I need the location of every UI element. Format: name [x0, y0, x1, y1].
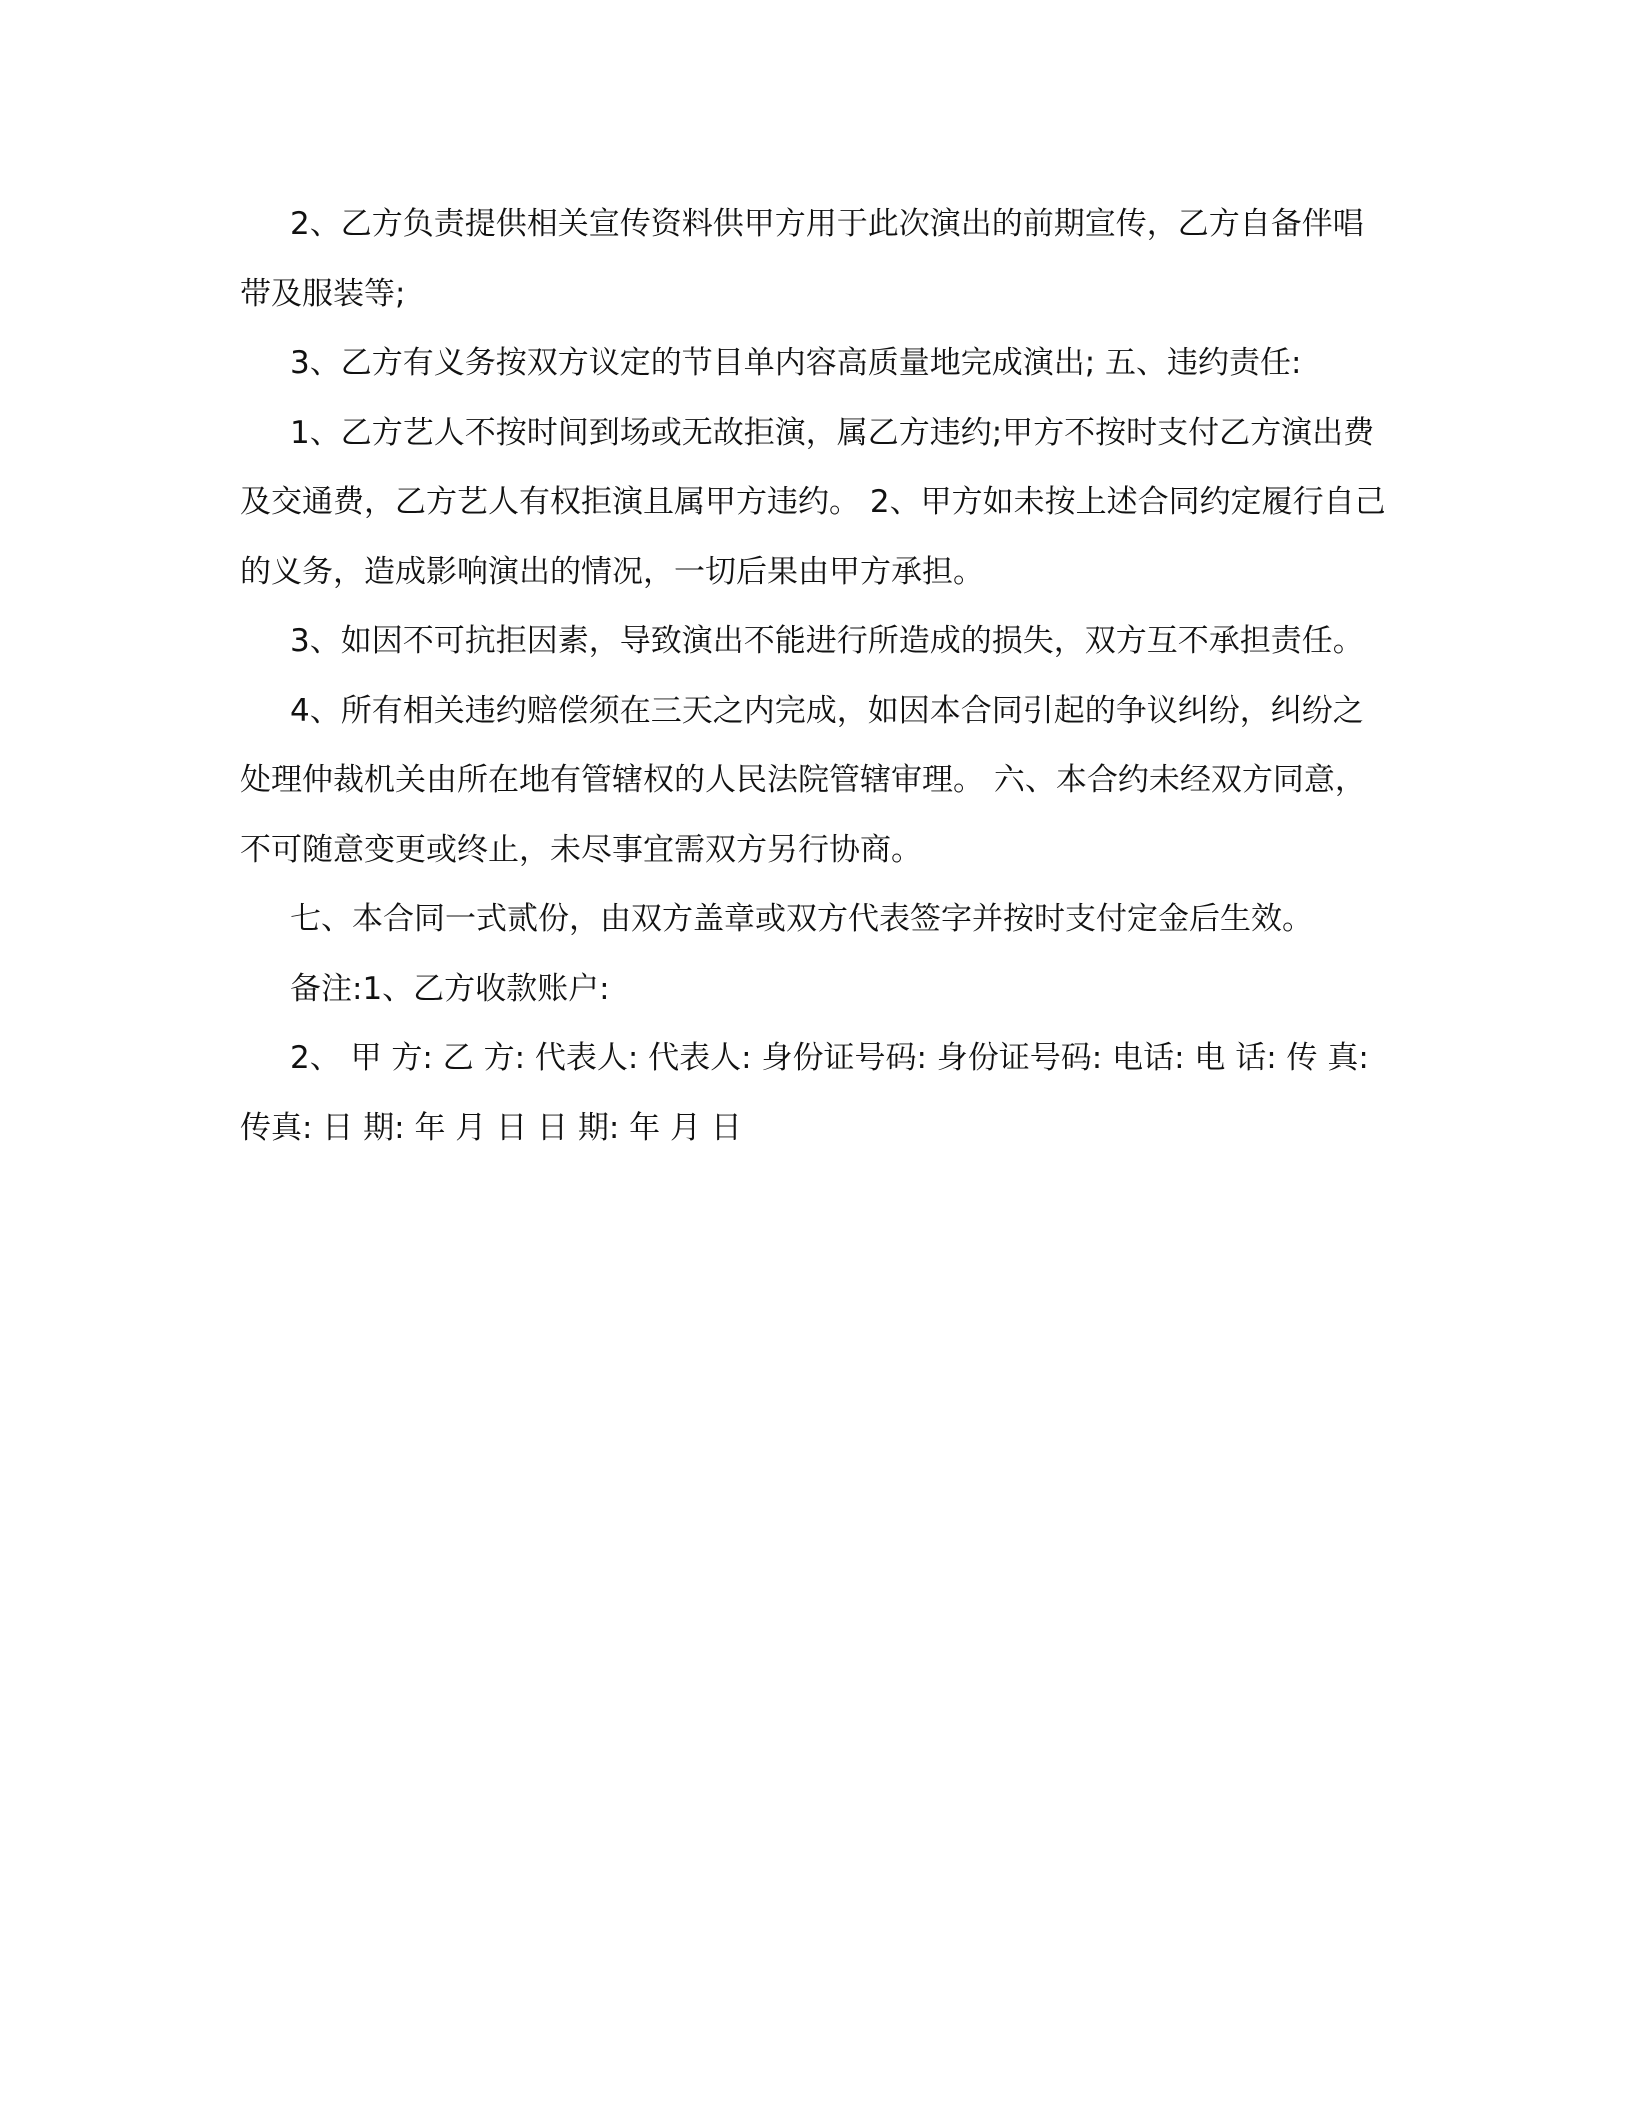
paragraph-contract-copies: 七、本合同一式贰份，由双方盖章或双方代表签字并按时支付定金后生效。 [290, 901, 1313, 937]
paragraph-publicity-materials: 2、乙方负责提供相关宣传资料供甲方用于此次演出的前期宣传，乙方自备伴唱带及服装等; [240, 206, 1364, 312]
paragraph-compensation-dispute: 4、所有相关违约赔偿须在三天之内完成，如因本合同引起的争议纠纷，纠纷之处理仲裁机关由所在地有管辖权的人民法院管辖审理。 六、本合约未经双方同意，不可随意变更或终止，未尽事宜需双方另行协商。 [240, 692, 1366, 868]
paragraph-remarks-account: 备注:1、乙方收款账户: [290, 970, 610, 1007]
paragraph-force-majeure: 3、如因不可抗拒因素，导致演出不能进行所造成的损失，双方互不承担责任。 [290, 623, 1364, 659]
document-body [240, 190, 1390, 1163]
paragraph-performance-quality: 3、乙方有义务按双方议定的节目单内容高质量地完成演出; 五、违约责任: [290, 345, 1302, 381]
paragraph-breach-clauses: 1、乙方艺人不按时间到场或无故拒演，属乙方违约;甲方不按时支付乙方演出费及交通费，乙方艺人有权拒演且属甲方违约。 2、甲方如未按上述合同约定履行自己的义务，造成影响演出的情况，一切后果由甲方承担。 [240, 414, 1386, 590]
paragraph-signature-fields: 2、 甲 方: 乙 方: 代表人: 代表人: 身份证号码: 身份证号码: 电话: 电 话: 传 真: 传真: 日 期: 年 月 日 日 期: 年 月 日 [240, 1040, 1369, 1146]
